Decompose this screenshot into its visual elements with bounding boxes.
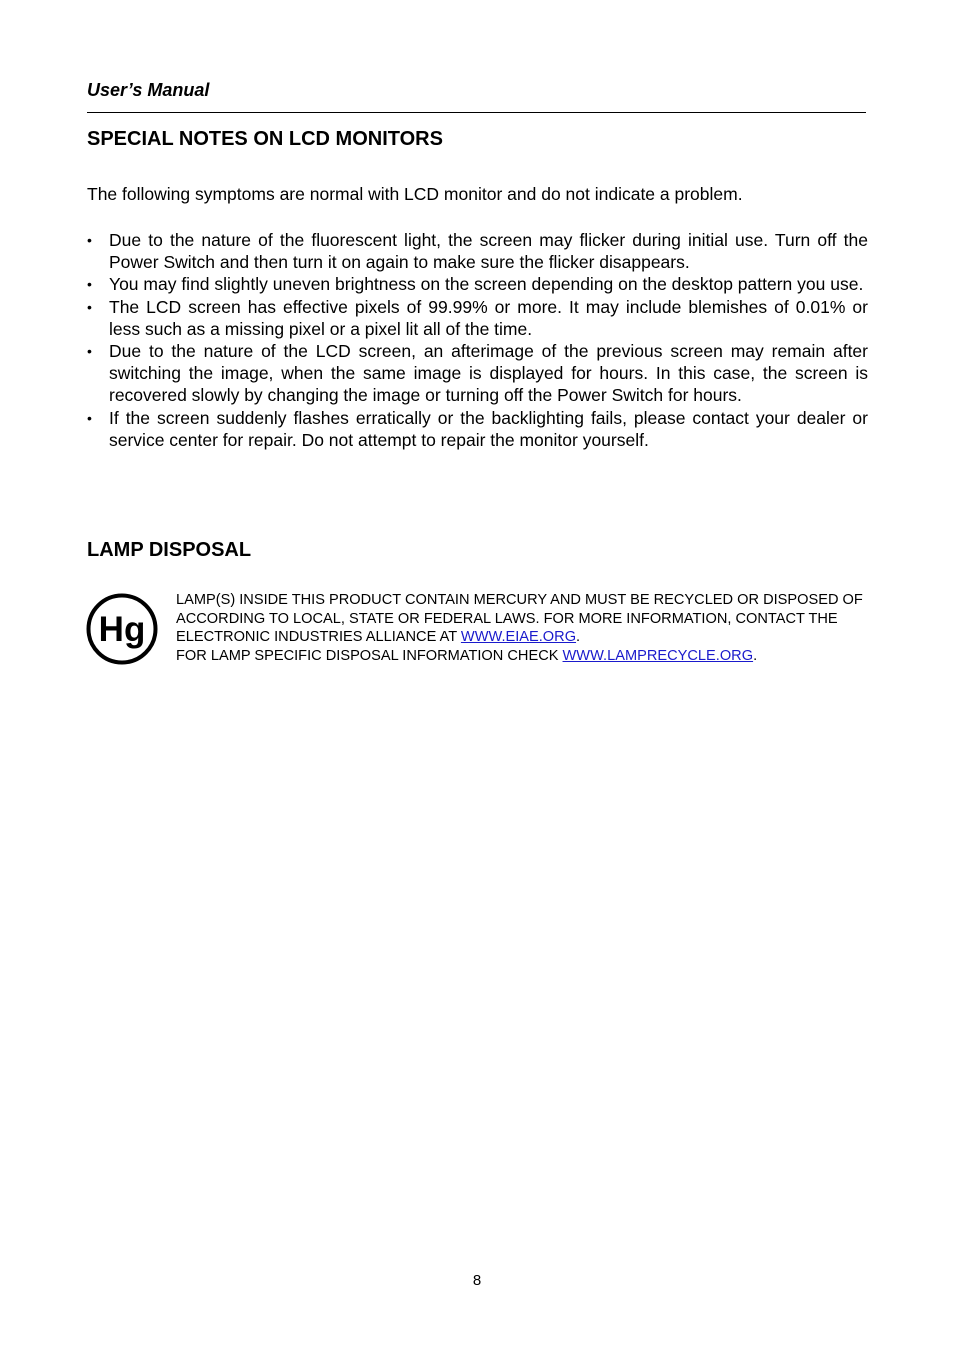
section-title-special-notes: SPECIAL NOTES ON LCD MONITORS [87, 128, 443, 150]
lamp-text-part1: LAMP(S) INSIDE THIS PRODUCT CONTAIN MERCURY AND MUST BE RECYCLED OR DISPOSED OF ACCORDING TO LOCAL, STATE OR FEDERAL LAWS. FOR MORE INFORMATION, CONTACT THE ELECTRONIC INDUSTRIES ALLIANCE AT [176, 592, 863, 646]
list-item-text: You may find slightly uneven brightness on the screen depending on the desktop pattern you use. [109, 274, 864, 295]
intro-paragraph: The following symptoms are normal with LCD monitor and do not indicate a problem. [87, 184, 743, 204]
list-item-text: Due to the nature of the LCD screen, an afterimage of the previous screen may remain after switching the image, when the same image is displayed for hours. In this case, the screen is recovered slowly by changing the image or turning off the Power Switch for hours. [109, 341, 868, 406]
eiae-link[interactable]: WWW.EIAE.ORG [460, 629, 577, 646]
list-item-text: Due to the nature of the fluorescent light, the screen may flicker during initial use. Turn off the Power Switch and then turn it on again to make sure the flicker disappears. [109, 230, 868, 273]
lamp-text-part2: . [576, 629, 581, 646]
lamprecycle-link[interactable]: WWW.LAMPRECYCLE.ORG [562, 647, 754, 664]
header-divider [87, 112, 866, 113]
bullet-icon: • [87, 232, 92, 248]
lamp-text-part4: . [753, 647, 758, 664]
section-title-lamp-disposal: LAMP DISPOSAL [87, 539, 252, 561]
list-item-text: If the screen suddenly flashes erratically or the backlighting fails, please contact your dealer or service center for repair. Do not attempt to repair the monitor yourself. [109, 407, 868, 450]
list-item [87, 273, 868, 295]
running-header: User’s Manual [87, 80, 210, 100]
list-item [87, 407, 868, 451]
lamp-disposal-text [176, 591, 866, 665]
page-number: 8 [472, 1272, 482, 1289]
mercury-hg-icon [86, 593, 158, 665]
lamp-text-part3: FOR LAMP SPECIFIC DISPOSAL INFORMATION CHECK [176, 647, 563, 664]
list-item-text: The LCD screen has effective pixels of 99.99% or more. It may include blemishes of 0.01% or less such as a missing pixel or a pixel lit all of the time. [109, 296, 868, 339]
notes-list [87, 229, 868, 451]
bullet-icon: • [87, 298, 92, 315]
hg-logo-text: Hg [98, 610, 146, 649]
bullet-icon: • [87, 343, 92, 360]
bullet-icon: • [87, 276, 92, 293]
list-item [87, 229, 868, 273]
bullet-icon: • [87, 409, 92, 426]
list-item [87, 340, 868, 407]
list-item [87, 296, 868, 340]
